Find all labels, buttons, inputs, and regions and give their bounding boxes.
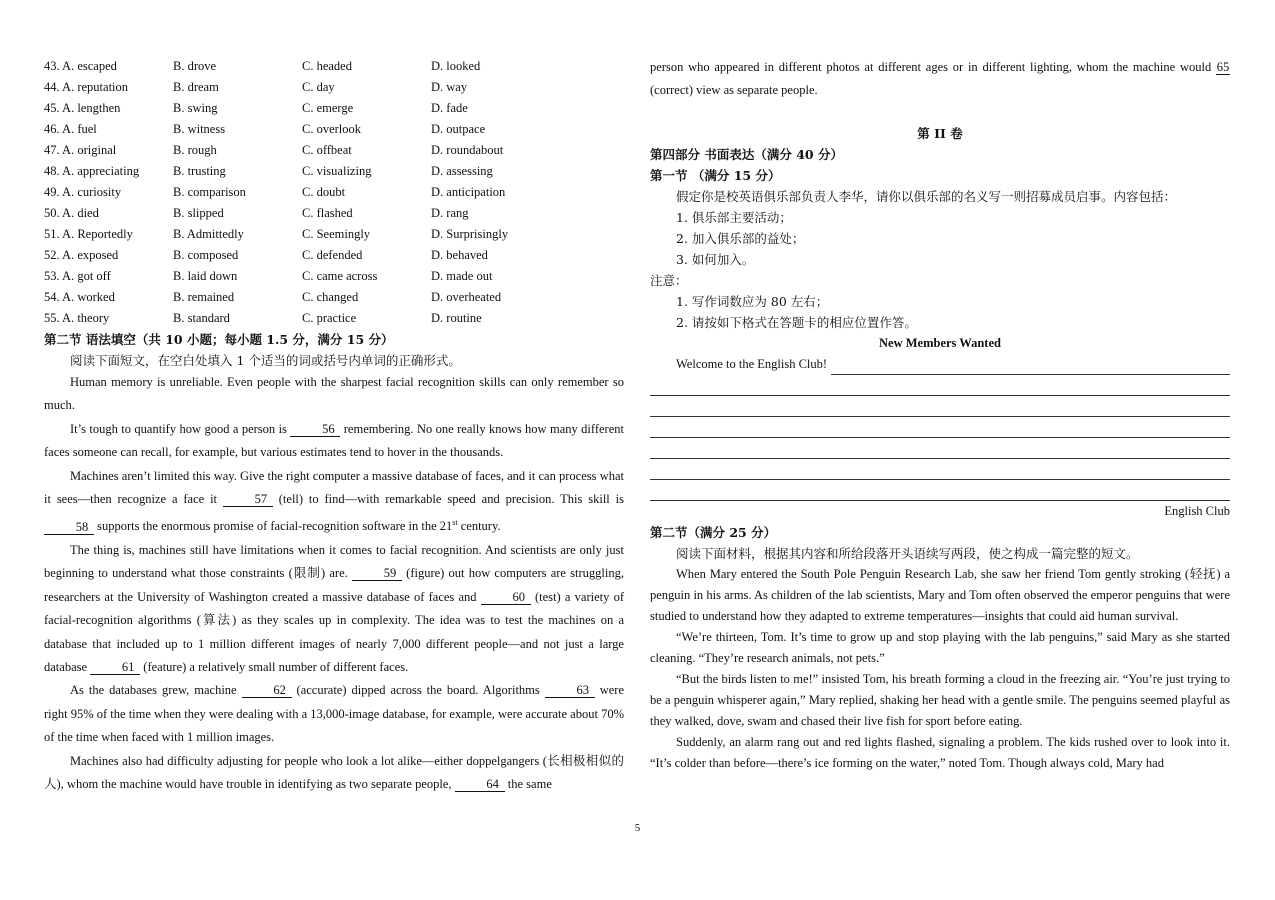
- option-b[interactable]: B. composed: [173, 248, 239, 262]
- option-d[interactable]: D. assessing: [431, 164, 493, 178]
- option-a[interactable]: 55. A. theory: [44, 311, 110, 325]
- text: Machines also had difficulty adjusting for people who look a lot alike—either doppelgangers (长相极相似的人), whom the machine would have trouble in identifying as two separate people,: [44, 753, 624, 792]
- text: (figure) out how computers are struggling, researchers at the University of Washington created a massive database of faces and: [44, 566, 624, 604]
- option-c[interactable]: C. emerge: [302, 101, 354, 115]
- requirement-item: 1. 俱乐部主要活动；: [676, 209, 792, 225]
- option-row: [44, 203, 624, 224]
- answer-line[interactable]: [650, 375, 1230, 396]
- answer-line[interactable]: [650, 417, 1230, 438]
- superscript: st: [452, 518, 458, 528]
- option-a[interactable]: 46. A. fuel: [44, 122, 97, 136]
- welcome-text: Welcome to the English Club!: [676, 356, 828, 371]
- option-row: [44, 140, 624, 161]
- passage-paragraph-1: Human memory is unreliable. Even people with the sharpest facial recognition skills can only remember so much.: [44, 375, 624, 413]
- passage-paragraph-4: [44, 539, 624, 679]
- answer-line[interactable]: [831, 358, 1230, 375]
- note-item: 2. 请按如下格式在答题卡的相应位置作答。: [676, 314, 917, 330]
- text: The thing is, machines still have limitations when it comes to facial recognition. And scientists are only just beginning to understand what those constraints (限制) are.: [44, 543, 624, 581]
- right-column: [650, 56, 1230, 774]
- blank-56[interactable]: 56: [290, 422, 340, 437]
- option-b[interactable]: B. laid down: [173, 269, 238, 283]
- note-label: 注意：: [650, 272, 688, 288]
- story-paragraph-1: When Mary entered the South Pole Penguin Research Lab, she saw her friend Tom gently stroking (轻抚) a penguin in his arms. As children of the lab scientists, Mary and Tom often observed the emperor penguins that were studied to understand how they adapted to extreme temperatures—insights that could aid human survival.: [650, 566, 1230, 623]
- writing-prompt: 假定你是校英语俱乐部负责人李华，请你以俱乐部的名义写一则招募成员启事。内容包括：: [676, 188, 1177, 204]
- text: It’s tough to quantify how good a person is: [70, 421, 291, 436]
- option-d[interactable]: D. way: [431, 80, 468, 94]
- option-d[interactable]: D. routine: [431, 311, 482, 325]
- option-row: [44, 77, 624, 98]
- option-c[interactable]: C. day: [302, 80, 335, 94]
- option-d[interactable]: D. outpace: [431, 122, 486, 136]
- text: person who appeared in different photos at different ages or in different lighting, whom the machine would: [650, 60, 1216, 74]
- writing-section1-title: 第一节 （满分 15 分）: [650, 167, 781, 183]
- option-b[interactable]: B. swing: [173, 101, 218, 115]
- option-row: [44, 56, 624, 77]
- option-row: [44, 245, 624, 266]
- option-a[interactable]: 43. A. escaped: [44, 59, 117, 73]
- option-b[interactable]: B. trusting: [173, 164, 226, 178]
- option-b[interactable]: B. standard: [173, 311, 230, 325]
- story-paragraph-3: “But the birds listen to me!” insisted Tom, his breath forming a cloud in the freezing air. “You’re just trying to be a penguin whisperer again,” Mary replied, shaking her head with a gentle smile. The penguins seemed playful as they walked, dove, swam and chased their live fish for sport before eating.: [650, 671, 1230, 728]
- option-b[interactable]: B. witness: [173, 122, 226, 136]
- passage-continuation: [650, 56, 1230, 103]
- passage-paragraph-5: [44, 679, 624, 749]
- option-b[interactable]: B. drove: [173, 59, 217, 73]
- option-a[interactable]: 44. A. reputation: [44, 80, 129, 94]
- blank-61[interactable]: 61: [90, 660, 140, 675]
- text: (correct) view as separate people.: [650, 83, 818, 98]
- option-b[interactable]: B. rough: [173, 143, 217, 157]
- notice-heading: New Members Wanted: [879, 335, 1001, 350]
- option-row: [44, 224, 624, 245]
- text: (accurate) dipped across the board. Algorithms: [291, 683, 545, 698]
- blank-58[interactable]: 58: [44, 520, 94, 535]
- text: century.: [457, 519, 501, 534]
- option-c[interactable]: C. headed: [302, 59, 352, 73]
- option-d[interactable]: D. Surprisingly: [431, 227, 509, 241]
- passage-paragraph-6: [44, 750, 624, 797]
- option-c[interactable]: C. practice: [302, 311, 357, 325]
- note-item: 1. 写作词数应为 80 左右；: [676, 293, 829, 309]
- option-c[interactable]: C. visualizing: [302, 164, 372, 178]
- option-c[interactable]: C. offbeat: [302, 143, 352, 157]
- option-a[interactable]: 49. A. curiosity: [44, 185, 122, 199]
- requirement-item: 3. 如何加入。: [676, 251, 755, 267]
- story-paragraph-4: Suddenly, an alarm rang out and red lights flashed, signaling a problem. The kids rushed over to look into it. “It’s colder than before—there’s ice forming on the water,” noted Tom. Though always cold, Mary had: [650, 734, 1230, 770]
- continuation-prompt: 阅读下面材料，根据其内容和所给段落开头语续写两段，使之构成一篇完整的短文。: [676, 545, 1139, 561]
- option-c[interactable]: C. Seemingly: [302, 227, 371, 241]
- option-a[interactable]: 50. A. died: [44, 206, 99, 220]
- option-d[interactable]: D. roundabout: [431, 143, 504, 157]
- text: (feature) a relatively small number of different faces.: [140, 660, 409, 675]
- blank-57[interactable]: 57: [223, 492, 273, 507]
- multiple-choice-options: [44, 56, 624, 329]
- option-a[interactable]: 51. A. Reportedly: [44, 227, 133, 241]
- option-c[interactable]: C. overlook: [302, 122, 362, 136]
- answer-line[interactable]: [650, 438, 1230, 459]
- option-c[interactable]: C. defended: [302, 248, 363, 262]
- option-d[interactable]: D. fade: [431, 101, 468, 115]
- option-c[interactable]: C. changed: [302, 290, 359, 304]
- option-b[interactable]: B. comparison: [173, 185, 246, 199]
- option-row: [44, 308, 624, 329]
- option-b[interactable]: B. Admittedly: [173, 227, 244, 241]
- page-number: 5: [634, 822, 641, 834]
- text: the same: [504, 777, 552, 792]
- text: Machines aren’t limited this way. Give the right computer a massive database of faces, and it can process what it sees—then recognize a face it: [44, 468, 624, 507]
- option-a[interactable]: 54. A. worked: [44, 290, 115, 304]
- volume-2-title: 第 II 卷: [917, 125, 963, 141]
- text: (test) a variety of facial-recognition algorithms (算法) as they scales up in complexity. The idea was to test the machines on a database that included up to 1 million different images of nearly 7,000 different people—and not just a large database: [44, 589, 624, 675]
- option-b[interactable]: B. remained: [173, 290, 235, 304]
- option-a[interactable]: 48. A. appreciating: [44, 164, 140, 178]
- passage-paragraph-3: [44, 465, 624, 539]
- option-a[interactable]: 45. A. lengthen: [44, 101, 121, 115]
- blank-63[interactable]: 63: [545, 683, 595, 698]
- option-a[interactable]: 47. A. original: [44, 143, 117, 157]
- option-a[interactable]: 53. A. got off: [44, 269, 111, 283]
- option-c[interactable]: C. flashed: [302, 206, 353, 220]
- option-b[interactable]: B. dream: [173, 80, 219, 94]
- text: (tell) to find—with remarkable speed and precision. This skill is: [272, 492, 624, 507]
- text: supports the enormous promise of facial-recognition software in the 21: [94, 519, 453, 534]
- option-d[interactable]: D. overheated: [431, 290, 502, 304]
- blank-59[interactable]: 59: [352, 566, 402, 581]
- option-row: [44, 182, 624, 203]
- option-row: [44, 287, 624, 308]
- answer-line[interactable]: [650, 480, 1230, 501]
- option-row: [44, 98, 624, 119]
- blank-62[interactable]: 62: [242, 683, 292, 698]
- option-d[interactable]: D. rang: [431, 206, 469, 220]
- option-row: [44, 161, 624, 182]
- option-b[interactable]: B. slipped: [173, 206, 224, 220]
- left-column: [44, 56, 624, 796]
- blank-65[interactable]: 65: [1216, 60, 1230, 74]
- writing-section2-title: 第二节（满分 25 分）: [650, 524, 777, 540]
- section2-instruction: 阅读下面短文，在空白处填入 1 个适当的词或括号内单词的正确形式。: [70, 353, 461, 368]
- answer-line[interactable]: [650, 396, 1230, 417]
- requirement-item: 2. 加入俱乐部的益处；: [676, 230, 805, 246]
- passage-paragraph-2: [44, 418, 624, 465]
- option-d[interactable]: D. made out: [431, 269, 493, 283]
- notice-signature: English Club: [1164, 503, 1230, 518]
- section2-title: 第二节 语法填空（共 10 小题；每小题 1.5 分，满分 15 分）: [44, 332, 394, 347]
- option-row: [44, 119, 624, 140]
- blank-60[interactable]: 60: [481, 590, 531, 605]
- text: remembering. No one really knows how many different faces someone can recall, for example, but various estimates tend to hover in the thousands.: [44, 421, 624, 460]
- option-a[interactable]: 52. A. exposed: [44, 248, 119, 262]
- option-d[interactable]: D. anticipation: [431, 185, 506, 199]
- part4-title: 第四部分 书面表达（满分 40 分）: [650, 146, 843, 162]
- option-row: [44, 266, 624, 287]
- story-paragraph-2: “We’re thirteen, Tom. It’s time to grow up and stop playing with the lab penguins,” said Mary as she started cleaning. “They’re research animals, not pets.”: [650, 629, 1230, 665]
- text: were right 95% of the time when they were dealing with a 13,000-image database, for example, were accurate about 70% of the time when faced with 1 million images.: [44, 683, 624, 745]
- text: As the databases grew, machine: [70, 683, 242, 698]
- blank-64[interactable]: 64: [455, 777, 505, 792]
- option-d[interactable]: D. behaved: [431, 248, 488, 262]
- option-c[interactable]: C. doubt: [302, 185, 346, 199]
- answer-line[interactable]: [650, 459, 1230, 480]
- welcome-line[interactable]: [650, 354, 1230, 375]
- option-d[interactable]: D. looked: [431, 59, 481, 73]
- option-c[interactable]: C. came across: [302, 269, 378, 283]
